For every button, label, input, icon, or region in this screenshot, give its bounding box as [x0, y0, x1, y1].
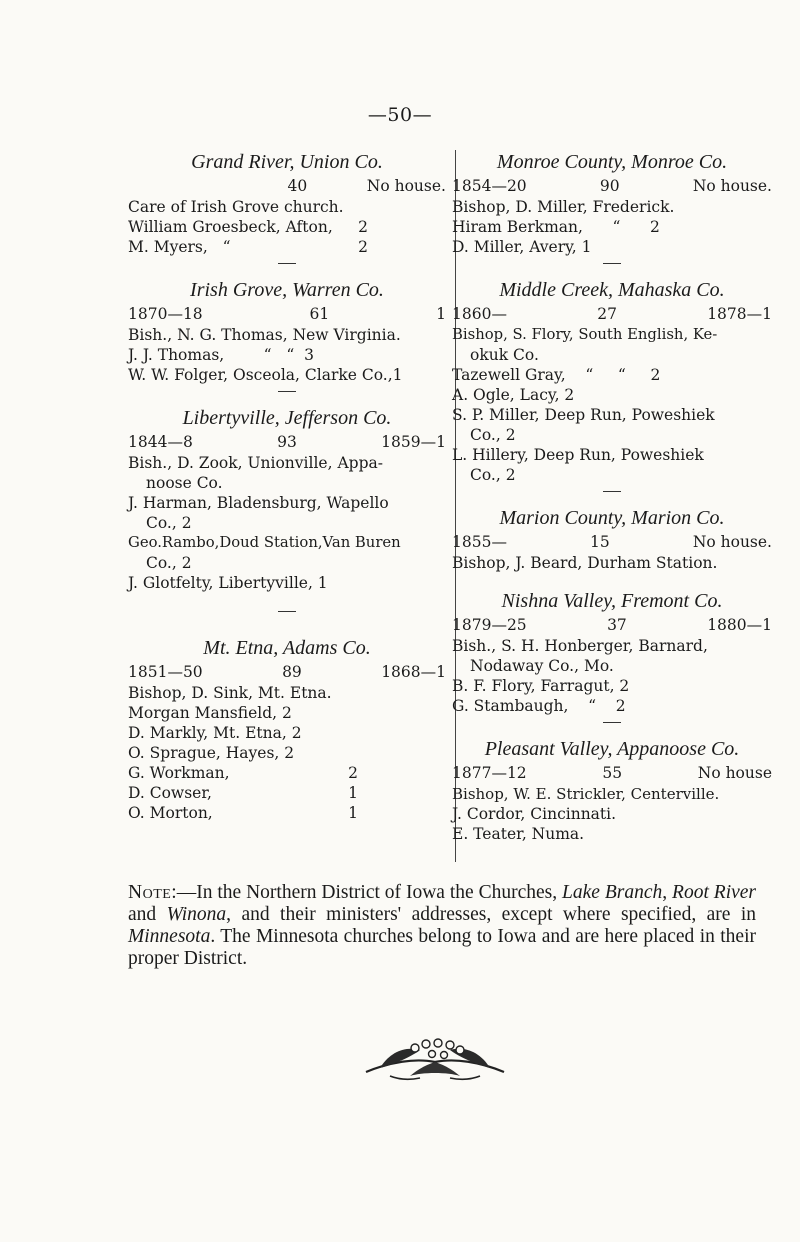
- section-stats: [452, 615, 772, 636]
- stat-year: 1860—: [452, 305, 507, 323]
- section-title: Monroe County, Monroe Co.: [496, 151, 728, 173]
- section-line: D. Miller, Avery, 1: [452, 238, 592, 256]
- section-line: W. W. Folger, Osceola, Clarke Co.,1: [128, 366, 403, 384]
- page-number: —50—: [367, 104, 433, 126]
- section-title: Grand River, Union Co.: [191, 151, 383, 173]
- section-line: Bishop, W. E. Strickler, Centerville.: [452, 785, 720, 803]
- note-text: and: [128, 904, 167, 925]
- stat-house: No house.: [692, 177, 772, 195]
- congregation-marion-county: [452, 504, 772, 585]
- stat-house: No house.: [692, 533, 772, 551]
- section-line: Co., 2: [470, 466, 516, 484]
- minister-entry: [128, 763, 446, 783]
- section-line: Nodaway Co., Mo.: [470, 657, 614, 675]
- section-line: Bish., N. G. Thomas, New Virginia.: [128, 326, 401, 344]
- section-line: O. Sprague, Hayes, 2: [128, 744, 295, 762]
- section-separator: [603, 722, 621, 723]
- section-title: Libertyville, Jefferson Co.: [182, 407, 392, 429]
- section-line: Care of Irish Grove church.: [128, 198, 344, 216]
- congregation-mt-etna: [128, 634, 446, 823]
- section-line: Bish., D. Zook, Unionville, Appa-: [128, 454, 383, 472]
- stat-year: 1879—25: [452, 616, 527, 634]
- congregation-monroe-county: [452, 148, 772, 264]
- section-separator: [278, 263, 296, 264]
- stat-members: 15: [590, 533, 610, 551]
- section-stats: [452, 304, 772, 325]
- note-text: . The Minnesota churches belong to Iowa and are here placed in their proper District.: [128, 926, 756, 969]
- minister-name: G. Workman,: [128, 764, 230, 782]
- section-line: B. F. Flory, Farragut, 2: [452, 677, 630, 695]
- section-line: L. Hillery, Deep Run, Poweshiek: [452, 446, 704, 464]
- note-church-name: Winona: [166, 904, 227, 925]
- section-line: Co., 2: [146, 554, 192, 572]
- section-line: noose Co.: [146, 474, 223, 492]
- stat-members: 93: [277, 433, 297, 451]
- section-line: J. Harman, Bladensburg, Wapello: [128, 494, 389, 512]
- stat-members: 27: [597, 305, 617, 323]
- congregation-middle-creek: [452, 276, 772, 492]
- section-line: okuk Co.: [470, 346, 539, 364]
- stat-year: 1854—20: [452, 177, 527, 195]
- minister-qty: 1: [348, 784, 358, 802]
- footnote: [128, 882, 756, 970]
- section-separator: [278, 391, 296, 392]
- stat-additions: 1878—1: [707, 305, 772, 323]
- stat-year: 1870—18: [128, 305, 203, 323]
- section-separator: [603, 491, 621, 492]
- section-line: Hiram Berkman, “ 2: [452, 218, 660, 236]
- stat-members: 90: [599, 177, 620, 195]
- minister-entry: [128, 803, 446, 823]
- section-spacer: [452, 573, 772, 585]
- minister-qty: 1: [348, 804, 358, 822]
- section-line: Geo.Rambo,Doud Station,Van Buren: [128, 534, 401, 551]
- stat-year: 1844—8: [128, 433, 193, 451]
- section-stats: [452, 176, 772, 197]
- stat-year: 1877—12: [452, 764, 527, 782]
- section-stats: [452, 763, 772, 784]
- stat-members: 55: [602, 764, 623, 782]
- section-stats: [128, 304, 446, 325]
- stat-house: No house.: [366, 177, 446, 195]
- congregation-irish-grove: [128, 276, 446, 392]
- congregation-pleasant-valley: [452, 735, 772, 844]
- minister-qty: 2: [358, 238, 368, 256]
- section-line: Bish., S. H. Honberger, Barnard,: [452, 637, 708, 655]
- section-title: Pleasant Valley, Appanoose Co.: [484, 738, 740, 760]
- note-text: :—In the Northern District of Iowa the Churches,: [171, 882, 563, 903]
- section-stats: [452, 532, 772, 553]
- left-column: [128, 146, 446, 823]
- congregation-libertyville: [128, 404, 446, 612]
- minister-qty: 2: [348, 764, 358, 782]
- minister-name: William Groesbeck, Afton,: [128, 218, 333, 236]
- section-line: A. Ogle, Lacy, 2: [452, 386, 575, 404]
- section-separator: [278, 611, 296, 612]
- congregation-nishna-valley: [452, 587, 772, 723]
- section-line: Tazewell Gray, “ “ 2: [452, 366, 661, 384]
- section-title: Nishna Valley, Fremont Co.: [501, 590, 723, 612]
- right-column: [452, 146, 772, 844]
- minister-name: M. Myers, “: [128, 238, 231, 256]
- minister-name: D. Cowser,: [128, 784, 212, 802]
- minister-entry: [128, 237, 446, 257]
- section-line: E. Teater, Numa.: [452, 825, 585, 843]
- section-stats: [128, 662, 446, 683]
- minister-entry: [128, 217, 446, 237]
- stat-members: 89: [282, 663, 302, 681]
- minister-name: O. Morton,: [128, 804, 213, 822]
- section-line: J. J. Thomas, “ “ 3: [128, 346, 314, 364]
- note-text: ,: [662, 882, 673, 903]
- minister-entry: [128, 783, 446, 803]
- stat-additions: 1880—1: [707, 616, 772, 634]
- section-line: D. Markly, Mt. Etna, 2: [128, 724, 302, 742]
- section-line: G. Stambaugh, “ 2: [452, 697, 626, 715]
- section-line: Co., 2: [146, 514, 192, 532]
- stat-members: 61: [309, 305, 330, 323]
- stat-year: 1855—: [452, 533, 507, 551]
- note-church-name: Lake Branch: [562, 882, 663, 903]
- congregation-grand-river: [128, 148, 446, 264]
- section-title: Mt. Etna, Adams Co.: [203, 637, 371, 659]
- section-stats: [128, 432, 446, 453]
- section-title: Irish Grove, Warren Co.: [190, 279, 384, 301]
- stat-members: 40: [287, 177, 308, 195]
- section-line: Bishop, J. Beard, Durham Station.: [452, 554, 718, 572]
- stat-additions: 1: [436, 305, 446, 323]
- floral-ornament-icon: [360, 1032, 510, 1086]
- note-church-name: Root River: [672, 882, 757, 903]
- note-text: , and their ministers' addresses, except where specified, are in: [226, 904, 757, 925]
- section-line: Co., 2: [470, 426, 516, 444]
- section-line: J. Cordor, Cincinnati.: [452, 805, 617, 823]
- stat-additions: 1859—1: [381, 433, 446, 451]
- section-line: J. Glotfelty, Libertyville, 1: [128, 574, 328, 592]
- section-line: Bishop, D. Miller, Frederick.: [452, 198, 675, 216]
- section-title: Middle Creek, Mahaska Co.: [499, 279, 725, 301]
- stat-members: 37: [607, 616, 627, 634]
- section-line: Morgan Mansfield, 2: [128, 704, 292, 722]
- minister-qty: 2: [358, 218, 368, 236]
- section-line: Bishop, S. Flory, South English, Ke-: [452, 326, 718, 343]
- section-stats: [128, 176, 446, 197]
- section-title: Marion County, Marion Co.: [499, 507, 725, 529]
- stat-year: [128, 176, 168, 197]
- stat-additions: 1868—1: [381, 663, 446, 681]
- section-line: Bishop, D. Sink, Mt. Etna.: [128, 684, 332, 702]
- stat-year: 1851—50: [128, 663, 203, 681]
- note-state-name: Minnesota: [128, 926, 211, 947]
- section-line: S. P. Miller, Deep Run, Poweshiek: [452, 406, 715, 424]
- stat-house: No house: [697, 764, 772, 782]
- note-label: Note: [128, 882, 172, 903]
- section-separator: [603, 263, 621, 264]
